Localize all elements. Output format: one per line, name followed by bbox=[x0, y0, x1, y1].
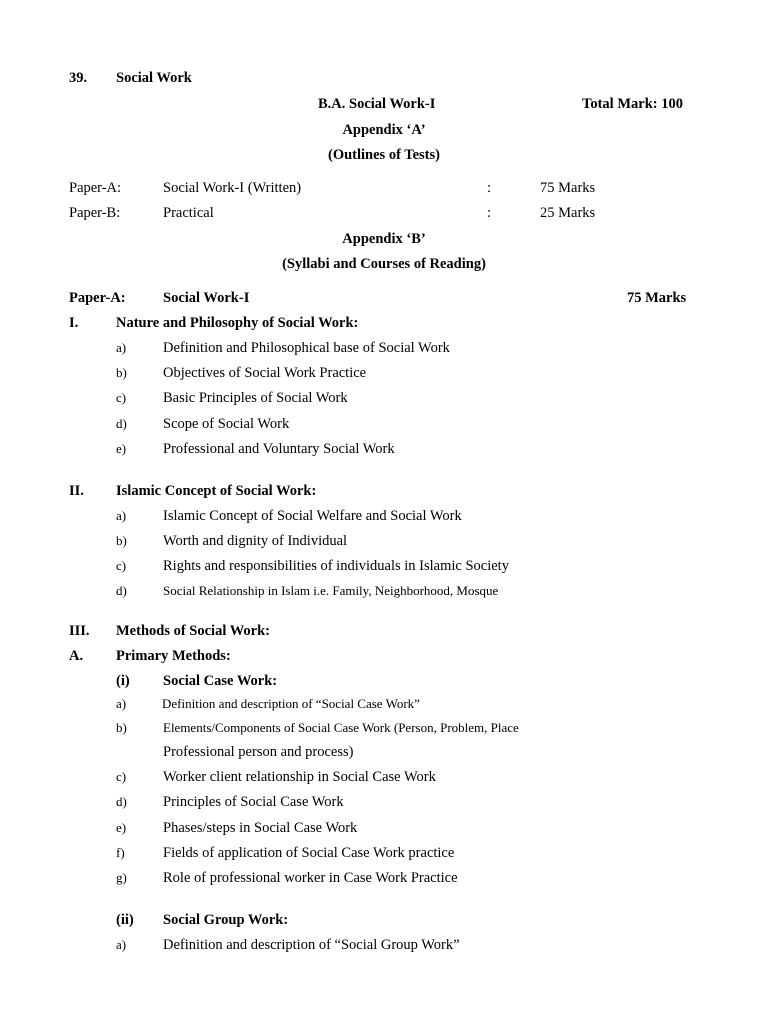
list-item-letter: c) bbox=[116, 558, 127, 573]
syllabi-heading: (Syllabi and Courses of Reading) bbox=[282, 256, 486, 272]
list-item: Worth and dignity of Individual bbox=[163, 533, 348, 549]
list-item: Definition and Philosophical base of Social Work bbox=[163, 340, 450, 356]
list-item-letter: e) bbox=[116, 820, 127, 835]
paper-code: Paper-B: bbox=[69, 205, 121, 221]
list-item-letter: d) bbox=[116, 583, 127, 598]
list-item: Islamic Concept of Social Welfare and Social Work bbox=[163, 508, 462, 524]
appendix-b-heading: Appendix ‘B’ bbox=[342, 231, 426, 247]
method-numeral: (ii) bbox=[116, 912, 134, 928]
paper-marks: 25 Marks bbox=[540, 205, 596, 221]
method-title: Social Case Work: bbox=[163, 673, 278, 689]
list-item-letter: b) bbox=[116, 533, 127, 548]
course-title: B.A. Social Work-I bbox=[318, 96, 436, 112]
list-item-letter: a) bbox=[116, 508, 127, 523]
list-item-letter: a) bbox=[116, 937, 127, 952]
list-item: Definition and description of “Social Case Work” bbox=[162, 696, 420, 711]
list-item: Basic Principles of Social Work bbox=[163, 390, 348, 406]
paper-colon: : bbox=[487, 205, 492, 221]
list-item: Role of professional worker in Case Work Practice bbox=[163, 870, 458, 886]
list-item-continuation: Professional person and process) bbox=[163, 744, 354, 760]
section-number: 39. bbox=[69, 70, 88, 86]
list-item: Scope of Social Work bbox=[163, 416, 290, 432]
section-numeral: I. bbox=[69, 315, 79, 331]
list-item: Professional and Voluntary Social Work bbox=[163, 441, 395, 457]
section-title: Islamic Concept of Social Work: bbox=[116, 483, 317, 499]
list-item-letter: a) bbox=[116, 340, 127, 355]
paper-name: Practical bbox=[163, 205, 214, 221]
list-item: Worker client relationship in Social Case Work bbox=[163, 769, 436, 785]
list-item: Definition and description of “Social Group Work” bbox=[163, 937, 460, 953]
list-item-letter: a) bbox=[116, 696, 127, 711]
list-item: Objectives of Social Work Practice bbox=[163, 365, 367, 381]
paper-code: Paper-A: bbox=[69, 180, 122, 196]
total-mark: Total Mark: 100 bbox=[582, 96, 683, 112]
list-item-letter: f) bbox=[116, 845, 125, 860]
list-item-letter: b) bbox=[116, 720, 127, 735]
list-item: Elements/Components of Social Case Work (Person, Problem, Place bbox=[163, 720, 519, 735]
list-item: Social Relationship in Islam i.e. Family, Neighborhood, Mosque bbox=[163, 583, 499, 598]
outlines-of-tests: (Outlines of Tests) bbox=[328, 147, 440, 163]
section-numeral: III. bbox=[69, 623, 90, 639]
subsection-letter: A. bbox=[69, 648, 84, 664]
list-item: Rights and responsibilities of individuals in Islamic Society bbox=[163, 558, 509, 574]
paper-a-marks: 75 Marks bbox=[627, 290, 687, 306]
list-item-letter: e) bbox=[116, 441, 127, 456]
paper-marks: 75 Marks bbox=[540, 180, 596, 196]
list-item-letter: g) bbox=[116, 870, 127, 885]
section-subject: Social Work bbox=[116, 70, 192, 86]
list-item: Phases/steps in Social Case Work bbox=[163, 820, 358, 836]
paper-a-code: Paper-A: bbox=[69, 290, 126, 306]
list-item-letter: c) bbox=[116, 390, 127, 405]
section-title: Nature and Philosophy of Social Work: bbox=[116, 315, 359, 331]
method-numeral: (i) bbox=[116, 673, 130, 689]
list-item: Fields of application of Social Case Work practice bbox=[163, 845, 455, 861]
subsection-title: Primary Methods: bbox=[116, 648, 231, 664]
list-item-letter: b) bbox=[116, 365, 127, 380]
section-numeral: II. bbox=[69, 483, 84, 499]
paper-a-name: Social Work-I bbox=[163, 290, 250, 306]
list-item-letter: d) bbox=[116, 416, 127, 431]
list-item-letter: c) bbox=[116, 769, 127, 784]
list-item: Principles of Social Case Work bbox=[163, 794, 344, 810]
method-title: Social Group Work: bbox=[163, 912, 289, 928]
appendix-a-heading: Appendix ‘A’ bbox=[342, 122, 426, 138]
paper-name: Social Work-I (Written) bbox=[163, 180, 302, 196]
section-title: Methods of Social Work: bbox=[116, 623, 270, 639]
list-item-letter: d) bbox=[116, 794, 127, 809]
paper-colon: : bbox=[487, 180, 492, 196]
